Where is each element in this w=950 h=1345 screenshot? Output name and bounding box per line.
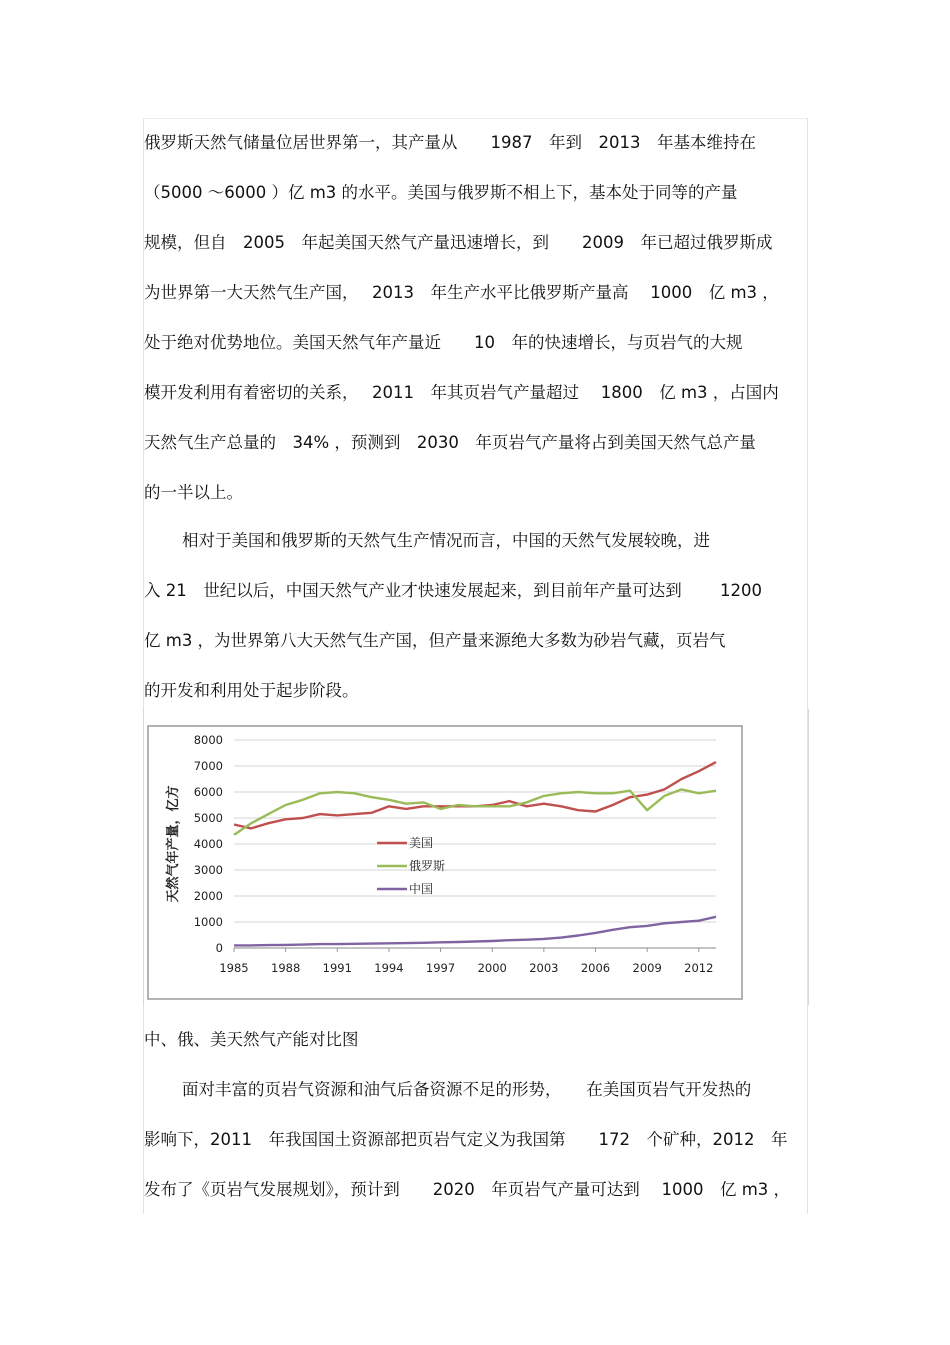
text-line: （5000 ～6000 ）亿 m3 的水平。美国与俄罗斯不相上下，基本处于同等的产量 [144, 183, 738, 202]
text-line: 亿 m3 ，为世界第八大天然气生产国，但产量来源绝大多数为砂岩气藏，页岩气 [144, 631, 726, 650]
text-line: 影响下，2011 年我国国土资源部把页岩气定义为我国第 172 个矿种，2012 年 [144, 1130, 788, 1149]
y-tick-label: 5000 [193, 811, 223, 825]
legend-label: 俄罗斯 [409, 859, 446, 873]
caption-text: 中、俄、美天然气产能对比图 [144, 1030, 359, 1049]
x-tick-label: 1985 [219, 961, 249, 975]
x-tick-label: 2006 [580, 961, 611, 975]
text-line: 的开发和利用处于起步阶段。 [144, 681, 359, 700]
gas-production-chart [144, 709, 808, 1005]
y-tick-label: 0 [215, 941, 223, 955]
x-tick-label: 2009 [632, 961, 662, 975]
y-tick-label: 1000 [193, 915, 223, 929]
y-tick-label: 8000 [193, 733, 223, 747]
text-line: 处于绝对优势地位。美国天然气年产量近 10 年的快速增长，与页岩气的大规 [144, 333, 743, 352]
y-tick-label: 4000 [193, 837, 223, 851]
x-tick-label: 2012 [684, 961, 714, 975]
x-tick-label: 1991 [322, 961, 352, 975]
x-tick-label: 2003 [529, 961, 559, 975]
figure-caption [144, 1015, 808, 1065]
x-tick-label: 1988 [271, 961, 301, 975]
x-tick-label: 1994 [374, 961, 404, 975]
y-axis-title: 天然气年产量，亿方 [166, 785, 181, 903]
text-line: 天然气生产总量的 34% ，预测到 2030 年页岩气产量将占到美国天然气总产量 [144, 433, 756, 452]
x-tick-label: 1997 [425, 961, 456, 975]
text-line: 为世界第一大天然气生产国， 2013 年生产水平比俄罗斯产量高 1000 亿 m3 ， [144, 283, 779, 302]
paragraph-1 [144, 118, 808, 518]
text-line: 规模，但自 2005 年起美国天然气产量迅速增长，到 2009 年已超过俄罗斯成 [144, 233, 773, 252]
y-tick-label: 3000 [193, 863, 223, 877]
text-line: 模开发利用有着密切的关系， 2011 年其页岩气产量超过 1800 亿 m3 ，占国内 [144, 383, 779, 402]
chart-figure [143, 709, 809, 1005]
paragraph-3 [144, 1065, 808, 1215]
y-tick-label: 2000 [193, 889, 223, 903]
x-tick-label: 2000 [477, 961, 507, 975]
y-tick-label: 6000 [193, 785, 223, 799]
text-line: 发布了《页岩气发展规划》，预计到 2020 年页岩气产量可达到 1000 亿 m3 ， [144, 1180, 791, 1199]
legend-label: 中国 [409, 882, 434, 896]
text-line: 入 21 世纪以后，中国天然气产业才快速发展起来，到目前年产量可达到 1200 [144, 581, 762, 600]
paragraph-2 [144, 516, 808, 716]
legend-label: 美国 [409, 836, 434, 850]
y-tick-label: 7000 [193, 759, 223, 773]
text-line: 的一半以上。 [144, 483, 243, 502]
text-line: 面对丰富的页岩气资源和油气后备资源不足的形势， 在美国页岩气开发热的 [182, 1080, 752, 1099]
text-line: 俄罗斯天然气储量位居世界第一，其产量从 1987 年到 2013 年基本维持在 [144, 133, 756, 152]
text-line: 相对于美国和俄罗斯的天然气生产情况而言，中国的天然气发展较晚，进 [182, 531, 710, 550]
